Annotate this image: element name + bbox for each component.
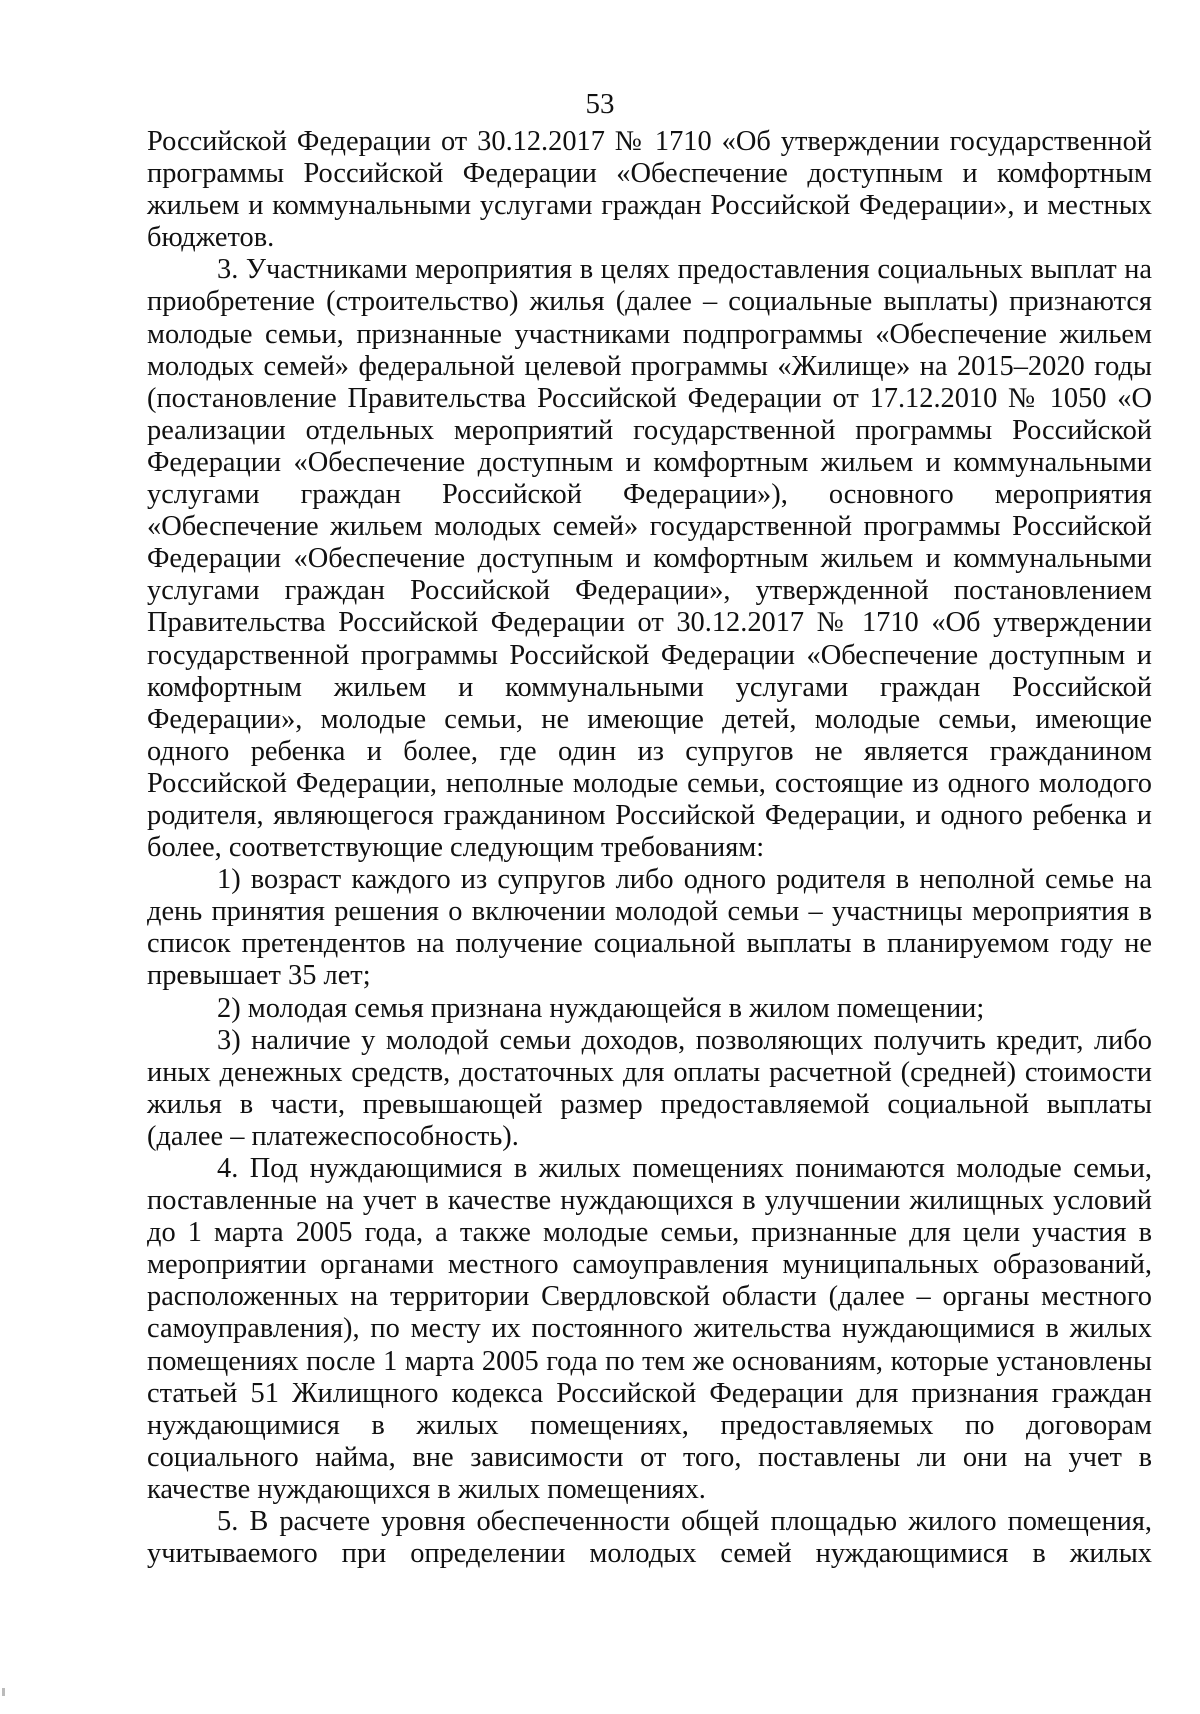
paragraph-item-5: 5. В расчете уровня обеспеченности общей площадью жилого помещения, учитываемого при определении молодых семей нуждающимися в жилых	[147, 1506, 1152, 1570]
paragraph-subitem-2: 2) молодая семья признана нуждающейся в жилом помещении;	[217, 992, 985, 1024]
paragraph-subitem-1: 1) возраст каждого из супругов либо одного родителя в неполной семье на день принятия решения о включении молодой семьи – участницы мероприятия в список претендентов на получение социальной выплаты в планируемом году не превышает 35 лет;	[147, 864, 1152, 992]
paragraph-item-3: 3. Участниками мероприятия в целях предоставления социальных выплат на приобретение (строительство) жилья (далее – социальные выплаты) признаются молодые семьи, признанные участниками подпрограммы «Обеспечение жильем молодых семей» федеральной целевой программы «Жилище» на 2015–2020 годы (постановление Правительства Российской Федерации от 17.12.2010 № 1050 «О реализации отдельных мероприятий государственной программы Российской Федерации «Обеспечение доступным и комфортным жильем и коммунальными услугами граждан Российской Федерации»), основного мероприятия «Обеспечение жильем молодых семей» государственной программы Российской Федерации «Обеспечение доступным и комфортным жильем и коммунальными услугами граждан Российской Федерации», утвержденной постановлением Правительства Российской Федерации от 30.12.2017 № 1710 «Об утверждении государственной программы Российской Федерации «Обеспечение доступным и комфортным жильем и коммунальными услугами граждан Российской Федерации», молодые семьи, не имеющие детей, молодые семьи, имеющие одного ребенка и более, где один из супругов не является гражданином Российской Федерации, неполные молодые семьи, состоящие из одного молодого родителя, являющегося гражданином Российской Федерации, и одного ребенка и более, соответствующие следующим требованиям:	[147, 254, 1152, 864]
page-number: 53	[585, 88, 615, 120]
paragraph-subitem-3: 3) наличие у молодой семьи доходов, позволяющих получить кредит, либо иных денежных средств, достаточных для оплаты расчетной (средней) стоимости жилья в части, превышающей размер предоставляемой социальной выплаты (далее – платежеспособность).	[147, 1024, 1152, 1152]
document-body	[147, 126, 1152, 1570]
paragraph-item-4: 4. Под нуждающимися в жилых помещениях понимаются молодые семьи, поставленные на учет в качестве нуждающихся в улучшении жилищных условий до 1 марта 2005 года, а также молодые семьи, признанные для цели участия в мероприятии органами местного самоуправления муниципальных образований, расположенных на территории Свердловской области (далее – органы местного самоуправления), по месту их постоянного жительства нуждающимися в жилых помещениях после 1 марта 2005 года по тем же основаниям, которые установлены статьей 51 Жилищного кодекса Российской Федерации для признания граждан нуждающимися в жилых помещениях, предоставляемых по договорам социального найма, вне зависимости от того, поставлены ли они на учет в качестве нуждающихся в жилых помещениях.	[147, 1153, 1152, 1505]
scan-edge-mark	[2, 1688, 5, 1696]
paragraph-continuation: Российской Федерации от 30.12.2017 № 1710 «Об утверждении государственной программы Российской Федерации «Обеспечение доступным и комфортным жильем и коммунальными услугами граждан Российской Федерации», и местных бюджетов.	[147, 126, 1152, 254]
